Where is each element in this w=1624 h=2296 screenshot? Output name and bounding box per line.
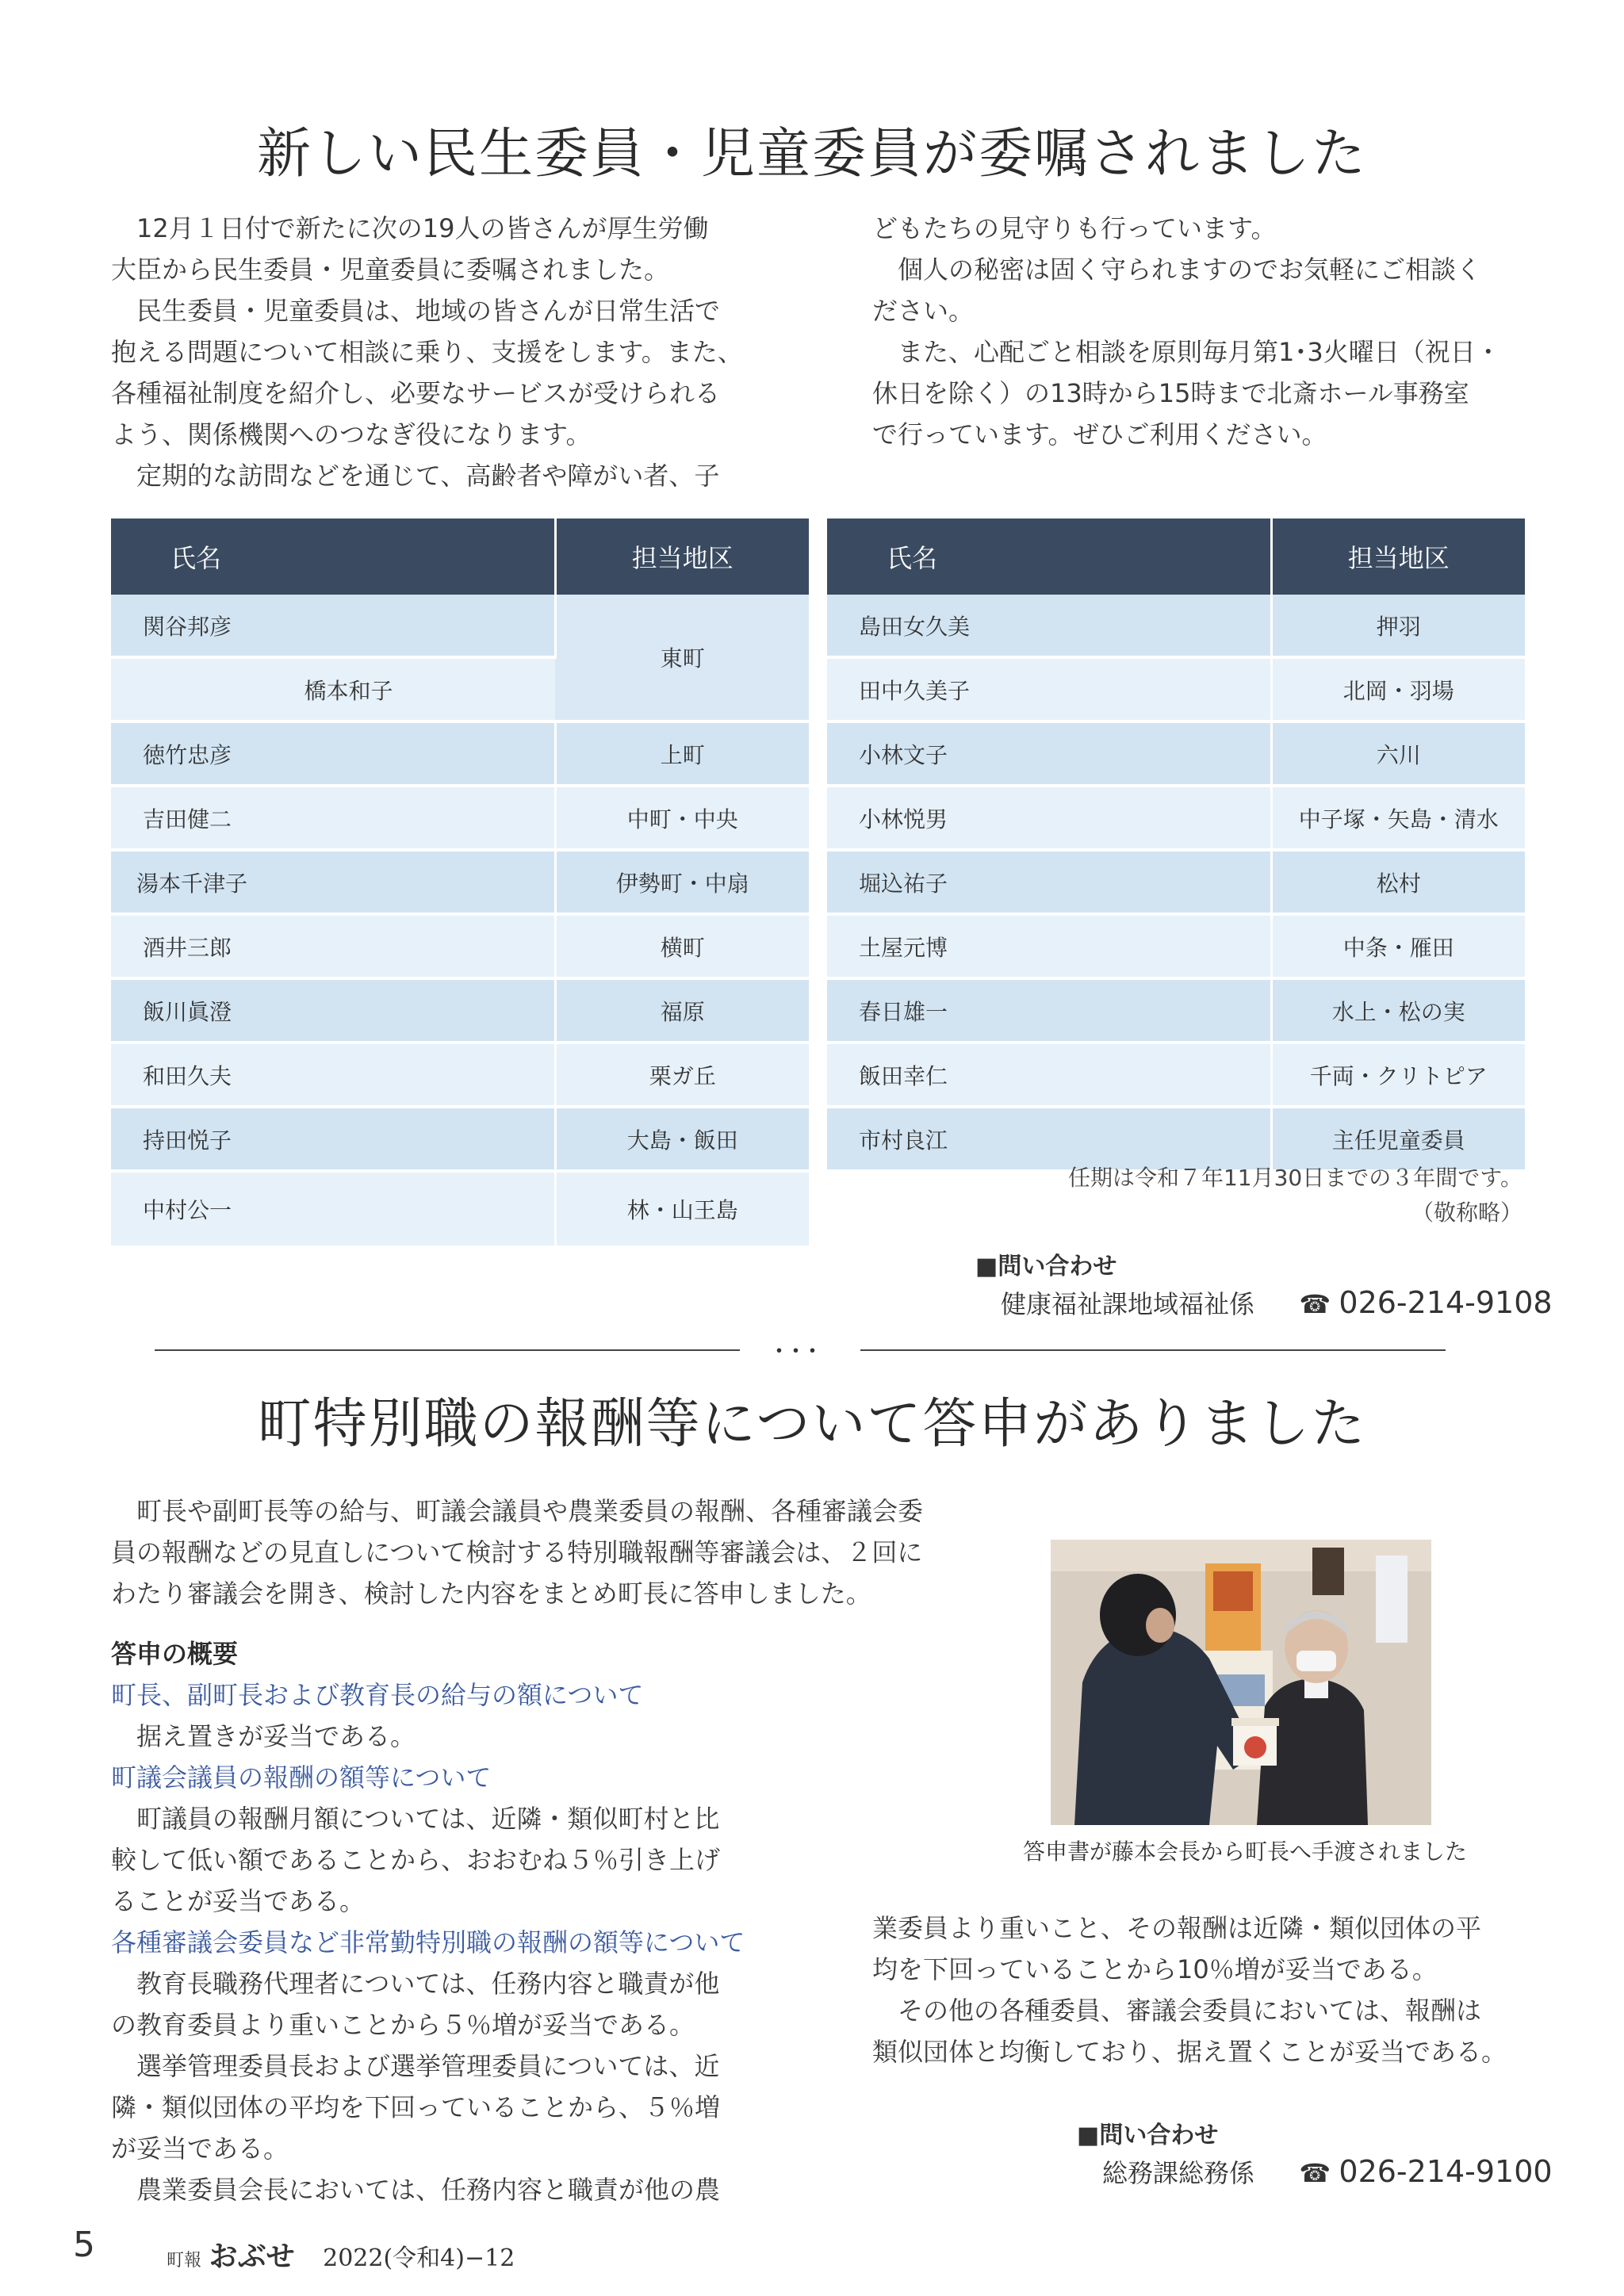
contact1-line [1001, 1284, 1553, 1321]
member-name: 関谷邦彦 [111, 595, 555, 657]
member-area: 千両・クリトピア [1271, 1043, 1525, 1107]
section1-title: 新しい民生委員・児童委員が委嘱されました [256, 123, 1367, 186]
text-line: 選挙管理委員長および選挙管理委員については、近 [136, 2051, 720, 2081]
text-line: で行っています。ぜひご利用ください。 [872, 419, 1327, 450]
member-area: 松村 [1271, 850, 1525, 914]
phone-icon: ☎ [1299, 2158, 1331, 2188]
subheading: 町長、副町長および教育長の給与の額について [111, 1680, 644, 1710]
member-area: 東町 [555, 595, 809, 721]
member-name: 土屋元博 [827, 914, 1271, 978]
member-name: 酒井三郎 [111, 914, 555, 978]
ceremony-photo [1051, 1540, 1431, 1825]
member-area: 中条・雁田 [1271, 914, 1525, 978]
member-name: 小林悦男 [827, 786, 1271, 850]
subheading: 各種審議会委員など非常勤特別職の報酬の額等について [111, 1927, 745, 1957]
text-line: 業委員より重いこと、その報酬は近隣・類似団体の平 [872, 1913, 1482, 1943]
contact2-dept: 総務課総務係 [1102, 2158, 1255, 2188]
text-line: 据え置きが妥当である。 [136, 1721, 416, 1751]
text-line: 各種福祉制度を紹介し、必要なサービスが受けられる [111, 378, 721, 408]
header-name: 氏名 [111, 519, 555, 595]
member-area: 横町 [555, 914, 809, 978]
section2-left-column [111, 1633, 745, 2210]
text-line: 休日を除く）の13時から15時まで北斎ホール事務室 [872, 378, 1469, 408]
contact2-phone: 026-214-9100 [1339, 2154, 1553, 2189]
contact1-heading: ■問い合わせ [975, 1253, 1117, 1280]
section2-intro [111, 1490, 923, 1614]
section1-left-column [111, 208, 743, 496]
subheading: 町議会議員の報酬の額等について [111, 1762, 492, 1793]
committee-table-left [111, 519, 809, 1249]
text-line: わたり審議会を開き、検討した内容をまとめ町長に答申しました。 [111, 1578, 871, 1609]
header-name: 氏名 [827, 519, 1271, 595]
member-name: 島田女久美 [827, 595, 1271, 657]
member-area: 中子塚・矢島・清水 [1271, 786, 1525, 850]
text-line: 農業委員会長においては、任務内容と職責が他の農 [136, 2175, 721, 2205]
text-line: よう、関係機関へのつなぎ役になります。 [111, 419, 592, 450]
text-line: ることが妥当である。 [111, 1886, 366, 1916]
section2-right-column [872, 1908, 1507, 2072]
member-area: 上町 [555, 721, 809, 786]
member-area: 福原 [555, 978, 809, 1043]
footer-issue: 2022(令和4)−12 [323, 2244, 515, 2272]
section2-title: 町特別職の報酬等について答申がありました [257, 1393, 1367, 1456]
member-area: 栗ガ丘 [555, 1043, 809, 1107]
text-line: 類似団体と均衡しており、据え置くことが妥当である。 [872, 2037, 1507, 2067]
member-area: 水上・松の実 [1271, 978, 1525, 1043]
member-name: 持田悦子 [111, 1107, 555, 1171]
contact1-phone: 026-214-9108 [1339, 1285, 1553, 1320]
member-name: 湯本千津子 [111, 850, 555, 914]
photo-caption: 答申書が藤本会長から町長へ手渡されました [1022, 1839, 1467, 1865]
text-line: 民生委員・児童委員は、地域の皆さんが日常生活で [136, 296, 721, 326]
page-number: 5 [73, 2225, 95, 2265]
member-area: 林・山王島 [555, 1171, 809, 1247]
text-line: 個人の秘密は固く守られますのでお気軽にご相談く [898, 254, 1482, 285]
text-line: の教育委員より重いことから５％増が妥当である。 [111, 2010, 695, 2040]
header-area: 担当地区 [555, 519, 809, 595]
member-name: 飯田幸仁 [827, 1043, 1271, 1107]
text-line: また、心配ごと相談を原則毎月第1･3火曜日（祝日・ [898, 337, 1501, 367]
member-area: 北岡・羽場 [1271, 657, 1525, 721]
member-name: 和田久夫 [111, 1043, 555, 1107]
text-line: 較して低い額であることから、おおむね５％引き上げ [111, 1845, 721, 1875]
contact2-heading: ■問い合わせ [1077, 2122, 1219, 2149]
header-area: 担当地区 [1271, 519, 1525, 595]
divider-left [155, 1349, 740, 1351]
committee-table-right [827, 519, 1525, 1173]
text-line: が妥当である。 [111, 2133, 289, 2164]
text-line: 均を下回っていることから10％増が妥当である。 [872, 1954, 1438, 1984]
text-line: 町議員の報酬月額については、近隣・類似町村と比 [136, 1804, 720, 1834]
summary-heading: 答申の概要 [111, 1639, 239, 1669]
text-line: 大臣から民生委員・児童委員に委嘱されました。 [111, 254, 670, 285]
text-line: 隣・類似団体の平均を下回っていることから、５％増 [111, 2092, 721, 2122]
divider-dots: ･･･ [773, 1338, 823, 1366]
text-line: ださい。 [872, 296, 975, 326]
text-line: その他の各種委員、審議会委員においては、報酬は [898, 1996, 1482, 2026]
text-line: 教育長職務代理者については、任務内容と職責が他 [136, 1969, 720, 1999]
member-area: 中町・中央 [555, 786, 809, 850]
ceremony-photo-illustration [1051, 1540, 1431, 1825]
contact2-line [1102, 2153, 1553, 2190]
honorific-note: （敬称略） [1411, 1200, 1522, 1226]
member-name: 吉田健二 [111, 786, 555, 850]
member-name: 田中久美子 [827, 657, 1271, 721]
footer-prefix: 町報 [167, 2251, 202, 2271]
phone-icon: ☎ [1299, 1289, 1331, 1319]
member-area: 押羽 [1271, 595, 1525, 657]
member-name: 橋本和子 [111, 657, 555, 721]
text-line: 抱える問題について相談に乗り、支援をします。また、 [111, 337, 743, 367]
member-name: 中村公一 [111, 1171, 555, 1247]
divider-right [860, 1349, 1446, 1351]
text-line: どもたちの見守りも行っています。 [872, 213, 1277, 243]
member-name: 春日雄一 [827, 978, 1271, 1043]
term-note: 任期は令和７年11月30日までの３年間です。 [1067, 1165, 1522, 1191]
member-name: 堀込祐子 [827, 850, 1271, 914]
member-name: 小林文子 [827, 721, 1271, 786]
member-area: 大島・飯田 [555, 1107, 809, 1171]
text-line: 員の報酬などの見直しについて検討する特別職報酬等審議会は、２回に [111, 1537, 923, 1567]
member-area: 主任児童委員 [1271, 1107, 1525, 1171]
section1-right-column [872, 208, 1501, 455]
text-line: 12月１日付で新たに次の19人の皆さんが厚生労働 [136, 213, 709, 243]
member-area: 六川 [1271, 721, 1525, 786]
text-line: 定期的な訪問などを通じて、高齢者や障がい者、子 [136, 461, 720, 491]
member-name: 徳竹忠彦 [111, 721, 555, 786]
member-name: 飯川眞澄 [111, 978, 555, 1043]
text-line: 町長や副町長等の給与、町議会議員や農業委員の報酬、各種審議会委 [136, 1496, 924, 1526]
member-area: 伊勢町・中扇 [555, 850, 809, 914]
footer-publication [167, 2234, 515, 2275]
footer-magazine: おぶせ [209, 2240, 295, 2273]
contact1-dept: 健康福祉課地域福祉係 [1001, 1289, 1255, 1319]
member-name: 市村良江 [827, 1107, 1271, 1171]
